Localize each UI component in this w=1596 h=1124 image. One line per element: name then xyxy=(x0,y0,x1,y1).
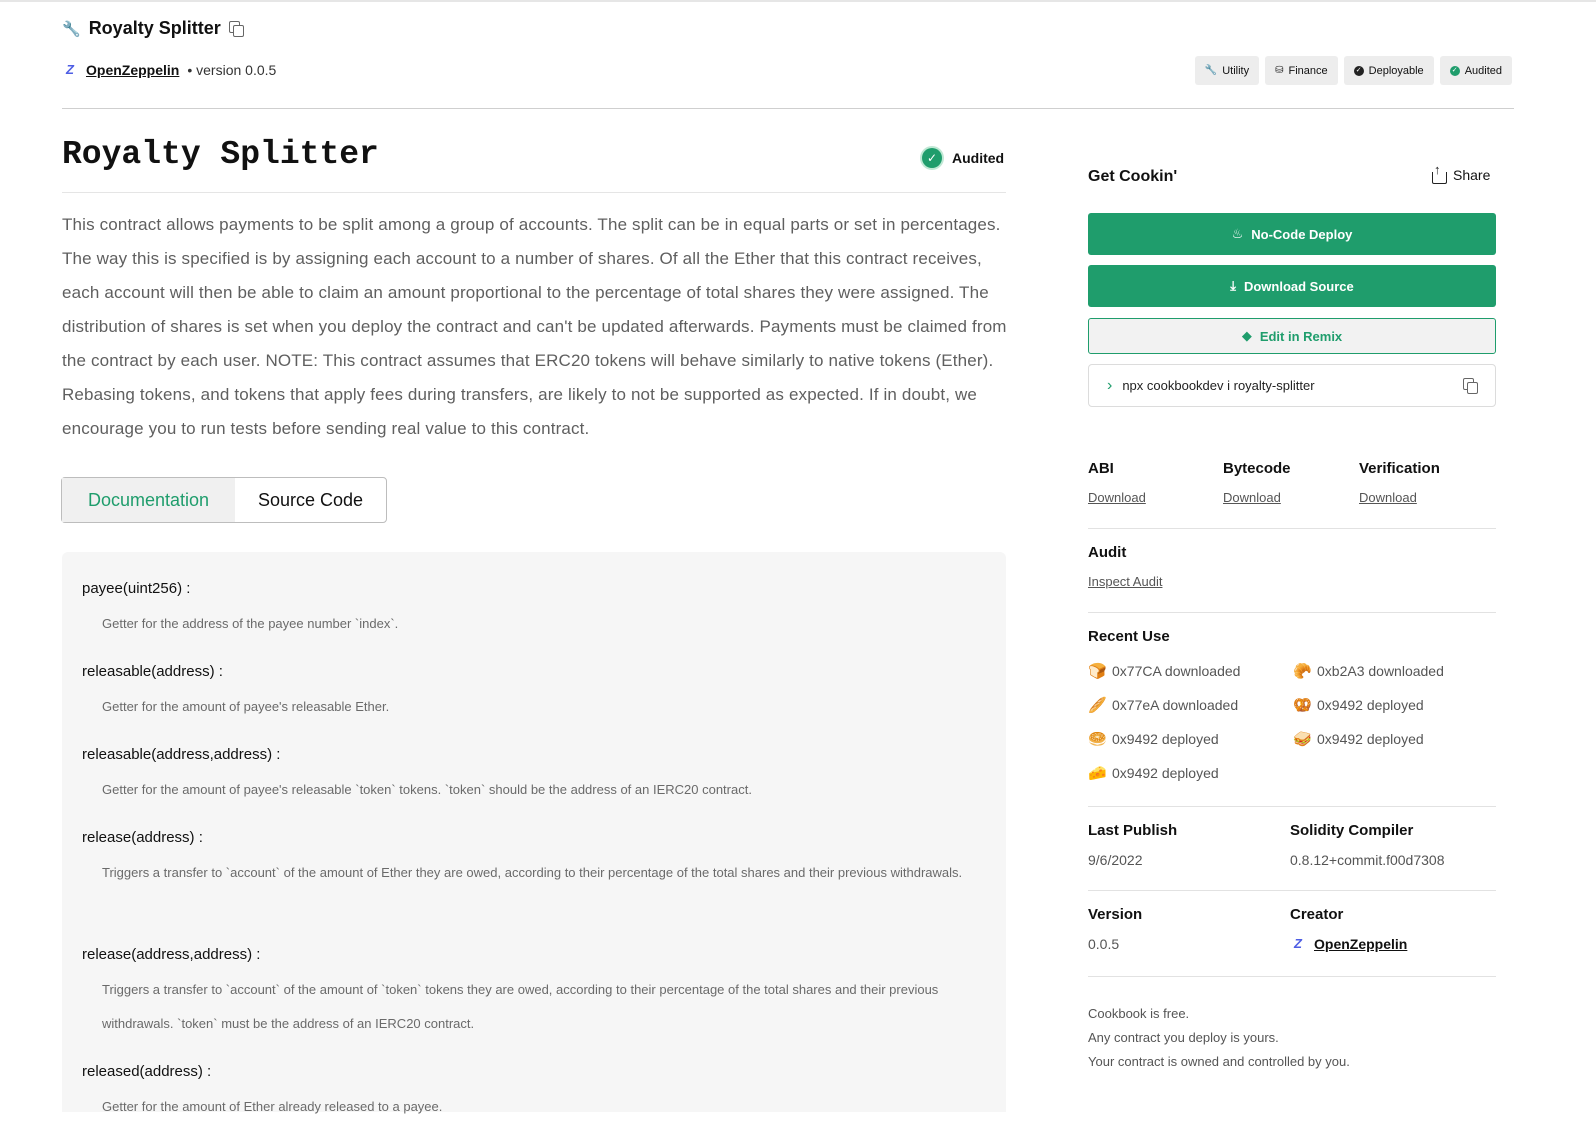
title-divider xyxy=(62,192,1006,193)
contract-description: This contract allows payments to be split among a group of accounts. The split can be in equal parts or set in percentages. The way this is specified is by assigning each account to a number of shares. Of all the Ether that this contract receives, each account will then be able to claim an amount proportional to the percentage of total shares they were assigned. The distribution of shares is set when you deploy the contract and can't be updated afterwards. Payments must be claimed from the contract by each user. NOTE: This contract assumes that ERC20 tokens will behave similarly to native tokens (Ether). Rebasing tokens, and tokens that apply fees during transfers, are likely to not be supported as expected. If in doubt, we encourage you to run tests before sending real value to this contract. xyxy=(62,215,1007,438)
verification-download-link[interactable]: Download xyxy=(1359,490,1417,505)
page-title: Royalty Splitter xyxy=(62,136,379,173)
version-value: 0.0.5 xyxy=(1088,936,1120,952)
inspect-audit-link[interactable]: Inspect Audit xyxy=(1088,574,1163,589)
recent-use-item xyxy=(1088,662,1240,680)
doc-description: Getter for the amount of Ether already released to a payee. xyxy=(102,1099,443,1114)
documentation-panel xyxy=(62,552,1006,1112)
openzeppelin-logo-icon: Z xyxy=(1294,936,1302,951)
command-text: npx cookbookdev i royalty-splitter xyxy=(1122,378,1315,393)
divider xyxy=(1088,806,1496,807)
bytecode-label: Bytecode xyxy=(1223,460,1291,477)
download-source-button[interactable] xyxy=(1088,265,1496,307)
doc-description: Getter for the address of the payee number `index`. xyxy=(102,616,399,631)
recent-use-label: Recent Use xyxy=(1088,628,1170,645)
audited-label: Audited xyxy=(952,150,1005,166)
version-label: Version xyxy=(1088,906,1143,923)
check-circle-icon: ✓ xyxy=(1354,66,1364,76)
check-circle-icon: ✓ xyxy=(1450,66,1460,76)
doc-signature: releasable(address) : xyxy=(82,663,223,680)
share-button[interactable] xyxy=(1432,166,1490,184)
compiler-label: Solidity Compiler xyxy=(1290,822,1414,839)
recent-use-text: 0x9492 deployed xyxy=(1317,697,1424,713)
recent-use-item xyxy=(1088,730,1219,748)
recent-use-item xyxy=(1293,696,1424,714)
recent-use-text: 0x9492 deployed xyxy=(1112,765,1219,781)
divider xyxy=(1088,890,1496,891)
tag-utility[interactable] xyxy=(1195,56,1259,85)
creator-link[interactable]: OpenZeppelin xyxy=(1314,936,1408,952)
recent-use-item xyxy=(1293,662,1444,680)
openzeppelin-logo-icon: Z xyxy=(66,62,74,77)
doc-item xyxy=(82,1063,972,1124)
audited-badge xyxy=(922,148,1004,168)
finance-icon: ⛁ xyxy=(1275,65,1284,76)
copy-icon[interactable] xyxy=(229,21,243,36)
last-publish-label: Last Publish xyxy=(1088,822,1178,839)
cheese-icon: 🧀 xyxy=(1088,765,1107,782)
divider xyxy=(1088,528,1496,529)
author-row xyxy=(62,62,276,78)
abi-download-link[interactable]: Download xyxy=(1088,490,1146,505)
doc-item xyxy=(82,663,972,724)
tag-list xyxy=(1195,56,1512,85)
bytecode-download-link[interactable]: Download xyxy=(1223,490,1281,505)
recent-use-text: 0xb2A3 downloaded xyxy=(1317,663,1444,679)
wrench-icon: 🔧 xyxy=(62,20,81,38)
button-label: Download Source xyxy=(1243,278,1354,294)
pretzel-icon: 🥨 xyxy=(1293,697,1312,714)
creator-row xyxy=(1290,936,1407,952)
install-command xyxy=(1088,364,1496,407)
recent-use-text: 0x77CA downloaded xyxy=(1112,663,1241,679)
download-icon: ⤓ xyxy=(1230,278,1236,293)
audit-label: Audit xyxy=(1088,544,1127,561)
share-icon xyxy=(1432,166,1447,184)
recent-use-item xyxy=(1293,730,1424,748)
chef-hat-icon: ♨ xyxy=(1231,226,1244,241)
doc-description: Getter for the amount of payee's releasable Ether. xyxy=(102,699,390,714)
abi-label: ABI xyxy=(1088,460,1114,477)
doc-description: Triggers a transfer to `account` of the amount of `token` tokens they are owed, according to their percentage of the total shares and their previous withdrawals. `token` must be the address of an IERC20 contract. xyxy=(102,982,939,1031)
tab-source-code[interactable]: Source Code xyxy=(257,489,364,510)
wrench-icon: 🔧 xyxy=(1204,65,1218,76)
last-publish-value: 9/6/2022 xyxy=(1088,852,1143,868)
doc-signature: release(address) : xyxy=(82,829,203,846)
divider xyxy=(1088,976,1496,977)
remix-icon: ◆ xyxy=(1241,328,1252,343)
bagel-icon: 🥯 xyxy=(1088,731,1107,748)
bread-icon: 🍞 xyxy=(1088,663,1107,680)
doc-item xyxy=(82,829,972,890)
tag-audited[interactable] xyxy=(1440,56,1512,85)
recent-use-text: 0x9492 deployed xyxy=(1317,731,1424,747)
doc-item xyxy=(82,580,972,641)
content-tabs xyxy=(61,477,387,523)
verification-label: Verification xyxy=(1359,460,1440,477)
recent-use-text: 0x9492 deployed xyxy=(1112,731,1219,747)
tag-label: Deployable xyxy=(1368,64,1424,77)
recent-use-item xyxy=(1088,764,1219,782)
croissant-icon: 🥐 xyxy=(1293,663,1312,680)
baguette-icon: 🥖 xyxy=(1088,697,1107,714)
divider xyxy=(1088,612,1496,613)
sandwich-icon: 🥪 xyxy=(1293,731,1312,748)
header-title: Royalty Splitter xyxy=(88,18,221,38)
doc-description: Getter for the amount of payee's releasable `token` tokens. `token` should be the address of an IERC20 contract. xyxy=(102,782,752,797)
no-code-deploy-button[interactable] xyxy=(1088,213,1496,255)
button-label: No-Code Deploy xyxy=(1251,226,1353,242)
footer-line: Your contract is owned and controlled by you. xyxy=(1088,1054,1350,1069)
recent-use-item xyxy=(1088,696,1238,714)
doc-signature: release(address,address) : xyxy=(82,946,261,963)
doc-description: Triggers a transfer to `account` of the amount of Ether they are owed, according to their percentage of the total shares and their previous withdrawals. xyxy=(102,865,963,880)
footer-note xyxy=(1088,1002,1350,1074)
edit-in-remix-button[interactable] xyxy=(1088,318,1496,354)
doc-signature: releasable(address,address) : xyxy=(82,746,281,763)
doc-signature: payee(uint256) : xyxy=(82,580,191,597)
tab-documentation[interactable]: Documentation xyxy=(62,478,235,522)
header-divider xyxy=(62,108,1514,109)
doc-item xyxy=(82,746,972,807)
check-circle-icon: ✓ xyxy=(922,148,942,168)
tag-label: Finance xyxy=(1288,64,1328,77)
doc-signature: released(address) : xyxy=(82,1063,212,1080)
header-title-row xyxy=(62,18,243,39)
recent-use-text: 0x77eA downloaded xyxy=(1112,697,1239,713)
tag-label: Utility xyxy=(1222,64,1250,77)
footer-line: Cookbook is free. xyxy=(1088,1006,1190,1021)
share-label: Share xyxy=(1453,167,1491,183)
footer-line: Any contract you deploy is yours. xyxy=(1088,1030,1279,1045)
tag-label: Audited xyxy=(1464,64,1502,77)
get-cookin-title: Get Cookin' xyxy=(1088,168,1178,185)
author-link[interactable]: OpenZeppelin xyxy=(86,62,180,78)
creator-label: Creator xyxy=(1290,906,1344,923)
compiler-value: 0.8.12+commit.f00d7308 xyxy=(1290,852,1445,868)
tag-finance[interactable] xyxy=(1265,56,1338,85)
copy-icon[interactable] xyxy=(1463,378,1477,393)
top-border xyxy=(0,0,1596,2)
doc-item xyxy=(82,946,972,1041)
tag-deployable[interactable] xyxy=(1344,56,1434,85)
version-text: • version 0.0.5 xyxy=(187,62,277,78)
chevron-right-icon: › xyxy=(1107,376,1113,394)
button-label: Edit in Remix xyxy=(1259,328,1343,344)
